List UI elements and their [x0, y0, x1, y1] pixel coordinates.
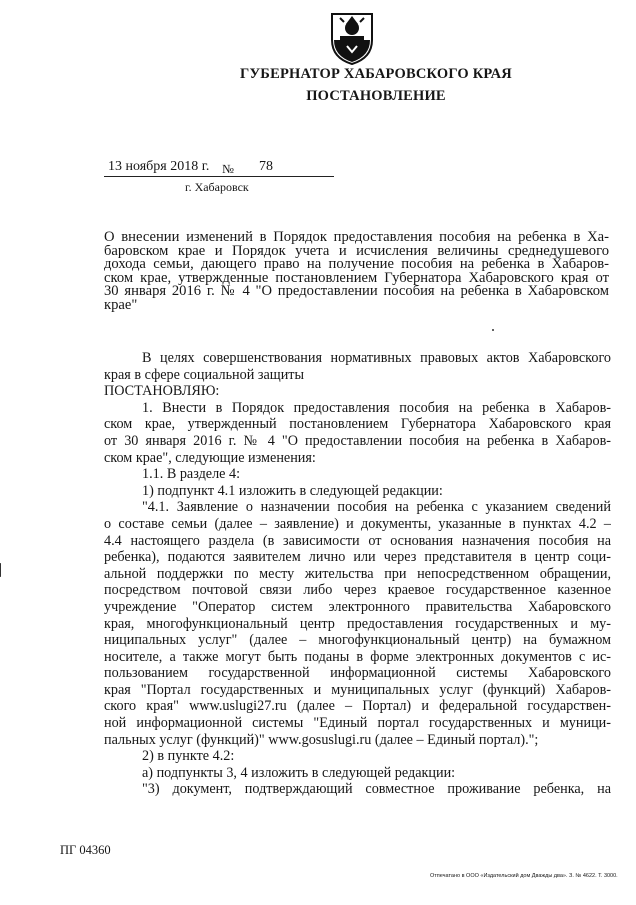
document-title: [104, 231, 609, 313]
body-line: ском крае", следующие изменения:: [104, 449, 316, 466]
document-date: 13 ноября 2018 г.: [108, 159, 210, 174]
body-line: от 30 января 2016 г. № 4 "О предоставлении пособия на ребенка в Хабаров-: [104, 432, 611, 449]
issuer-heading: ГУБЕРНАТОР ХАБАРОВСКОГО КРАЯ: [240, 66, 512, 82]
body-line: "4.1. Заявление о назначении пособия на ребенка с указанием сведений: [142, 499, 611, 516]
body-line: ниципальных услуг" (далее – многофункциональный центр) на бумажном: [104, 632, 611, 649]
body-line: края в сфере социальной защиты: [104, 366, 305, 383]
body-line: ПОСТАНОВЛЯЮ:: [104, 383, 220, 400]
body-line: края "Портал государственных и муниципальных услуг (функций) Хабаров-: [104, 681, 611, 698]
body-line: "3) документ, подтверждающий совместное проживание ребенка, на: [142, 781, 611, 798]
body-line: 1.1. В разделе 4:: [142, 466, 241, 483]
title-line: ском крае, утвержденные постановлением Губернатора Хабаровского края от: [104, 271, 609, 286]
body-line: 1. Внести в Порядок предоставления пособия на ребенка в Хабаров-: [142, 399, 611, 416]
city-label: г. Хабаровск: [185, 180, 249, 194]
body-line: пальных услуг (функций)" www.gosuslugi.ru (далее – Единый портал).";: [104, 731, 539, 748]
body-line: 1) подпункт 4.1 изложить в следующей редакции:: [142, 482, 443, 499]
body-line: альной поддержки по месту жительства при непосредственном обращении,: [104, 565, 611, 582]
document-mark: ПГ 04360: [60, 843, 111, 857]
document-type-heading: ПОСТАНОВЛЕНИЕ: [306, 88, 446, 104]
body-line: о составе семьи (далее – заявление) и документы, указанные в пунктах 4.2 –: [104, 515, 611, 532]
document-number: 78: [259, 159, 273, 174]
body-line: ной информационной системы "Единый портал государственных и муници-: [104, 715, 611, 732]
title-line: баровском крае и Порядок учета и исчисления величины среднедушевого: [104, 244, 609, 259]
body-line: посредством почтовой связи либо через краевое государственное казенное: [104, 582, 611, 599]
title-line: крае": [104, 298, 138, 313]
body-line: ском крае, утвержденный постановлением Губернатора Хабаровского края: [104, 416, 611, 433]
date-number-row: [104, 159, 334, 179]
body-line: а) подпункты 3, 4 изложить в следующей редакции:: [142, 764, 456, 781]
title-line: О внесении изменений в Порядок предоставления пособия на ребенка в Ха-: [104, 231, 609, 245]
document-body: [104, 350, 611, 798]
coat-of-arms-icon: [326, 6, 378, 66]
title-line: дохода семьи, дающего право на получение пособия на ребенка в Хабаров-: [104, 258, 609, 272]
scan-speck: [0, 563, 1, 577]
number-label: №: [222, 162, 234, 176]
scan-speck: [492, 329, 494, 331]
body-line: края, многофункциональный центр предоставления государственных и му-: [104, 615, 611, 632]
body-line: пользованием государственной информационной системы Хабаровского: [104, 665, 611, 682]
title-line: 30 января 2016 г. № 4 "О предоставлении пособия на ребенка в Хабаровском: [104, 285, 609, 299]
body-line: ского края" www.uslugi27.ru (далее – Портал) и федеральной государствен-: [104, 698, 611, 715]
printer-footer: Отпечатано в ООО «Издательский дом Дважды два». З. № 4622. Т. 3000.: [430, 873, 618, 879]
body-line: учреждение "Оператор систем электронного правительства Хабаровского: [104, 598, 611, 615]
body-line: ребенка), подаются заявителем лично или через представителя в центр соци-: [104, 549, 611, 566]
body-line: 2) в пункте 4.2:: [142, 748, 235, 765]
body-line: В целях совершенствования нормативных правовых актов Хабаровского: [142, 350, 611, 366]
body-line: 4.4 настоящего раздела (в зависимости от основания назначения пособия на: [104, 532, 611, 549]
date-underline: [104, 176, 334, 177]
body-line: носителе, а также могут быть поданы в форме электронных документов с ис-: [104, 648, 611, 665]
